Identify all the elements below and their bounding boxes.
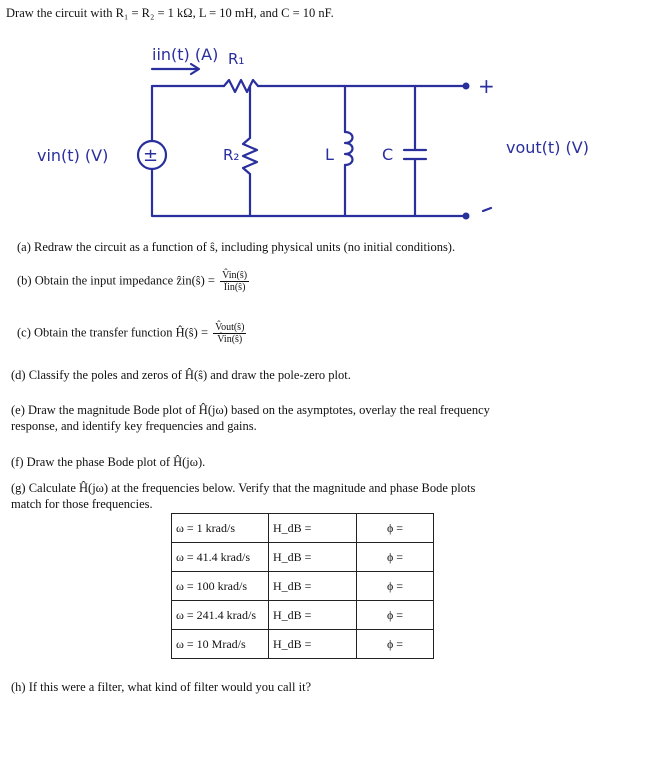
question-e-line1: (e) Draw the magnitude Bode plot of Ĥ(jω) based on the asymptotes, overlay the real frequency [11, 403, 490, 417]
table-cell-phase[interactable]: ϕ = [357, 572, 434, 601]
source-polarity: ± [143, 145, 159, 166]
wire-left-top [152, 86, 224, 140]
question-b-numerator: V̂in(ŝ) [222, 270, 248, 281]
problem-intro: Draw the circuit with R₁ = R₂ = 1 kΩ, L = 10 mH, and C = 10 nF. [6, 6, 334, 20]
frequency-table [171, 513, 434, 659]
output-label: vout(t) (V) [506, 138, 589, 157]
circuit-diagram [0, 0, 651, 225]
r2-label: R₂ [223, 146, 240, 164]
l-label: L [325, 145, 334, 164]
table-cell-phase[interactable]: ϕ = [357, 543, 434, 572]
table-cell-phase[interactable]: ϕ = [357, 630, 434, 659]
question-g-line1: (g) Calculate Ĥ(jω) at the frequencies below. Verify that the magnitude and phase Bode plots [11, 481, 476, 495]
wire-bottom [152, 169, 464, 216]
question-b [17, 270, 249, 293]
question-b-denominator: Îin(ŝ) [223, 282, 246, 293]
output-terminal-bottom [463, 213, 470, 220]
question-e-line2: response, and identify key frequencies and gains. [11, 419, 257, 433]
output-plus: + [478, 74, 495, 98]
question-c-numerator: V̂out(ŝ) [215, 322, 245, 333]
r1-resistor [224, 80, 258, 92]
l-inductor [345, 132, 353, 165]
c-label: C [382, 145, 394, 164]
question-b-text: (b) Obtain the input impedance ẑin(ŝ) = [17, 273, 215, 288]
output-terminal-top [463, 83, 470, 90]
table-cell-frequency: ω = 100 krad/s [172, 572, 269, 601]
table-row [172, 601, 434, 630]
question-c-text: (c) Obtain the transfer function Ĥ(ŝ) = [17, 325, 209, 340]
table-cell-frequency: ω = 1 krad/s [172, 514, 269, 543]
question-c [17, 322, 246, 345]
question-a: (a) Redraw the circuit as a function of ŝ, including physical units (no initial conditions). [17, 240, 456, 254]
table-cell-magnitude[interactable]: H_dB = [269, 630, 357, 659]
table-cell-frequency: ω = 41.4 krad/s [172, 543, 269, 572]
output-minus-mark [483, 208, 491, 211]
table-row [172, 514, 434, 543]
question-c-denominator: V̂in(ŝ) [217, 334, 243, 345]
table-row [172, 543, 434, 572]
table-row [172, 630, 434, 659]
table-cell-phase[interactable]: ϕ = [357, 601, 434, 630]
table-row [172, 572, 434, 601]
question-d: (d) Classify the poles and zeros of Ĥ(ŝ) and draw the pole-zero plot. [11, 368, 351, 382]
r2-resistor [243, 86, 257, 216]
question-c-fraction [213, 322, 246, 345]
question-h: (h) If this were a filter, what kind of filter would you call it? [11, 680, 312, 694]
table-cell-phase[interactable]: ϕ = [357, 514, 434, 543]
question-b-fraction [220, 270, 249, 293]
table-cell-magnitude[interactable]: H_dB = [269, 514, 357, 543]
table-cell-magnitude[interactable]: H_dB = [269, 572, 357, 601]
table-cell-frequency: ω = 241.4 krad/s [172, 601, 269, 630]
current-label: iin(t) (A) [152, 45, 219, 64]
table-cell-magnitude[interactable]: H_dB = [269, 543, 357, 572]
table-cell-magnitude[interactable]: H_dB = [269, 601, 357, 630]
r1-label: R₁ [228, 50, 245, 68]
table-cell-frequency: ω = 10 Mrad/s [172, 630, 269, 659]
question-f: (f) Draw the phase Bode plot of Ĥ(jω). [11, 455, 206, 469]
source-label: vin(t) (V) [37, 146, 109, 165]
question-g-line2: match for those frequencies. [11, 497, 153, 511]
